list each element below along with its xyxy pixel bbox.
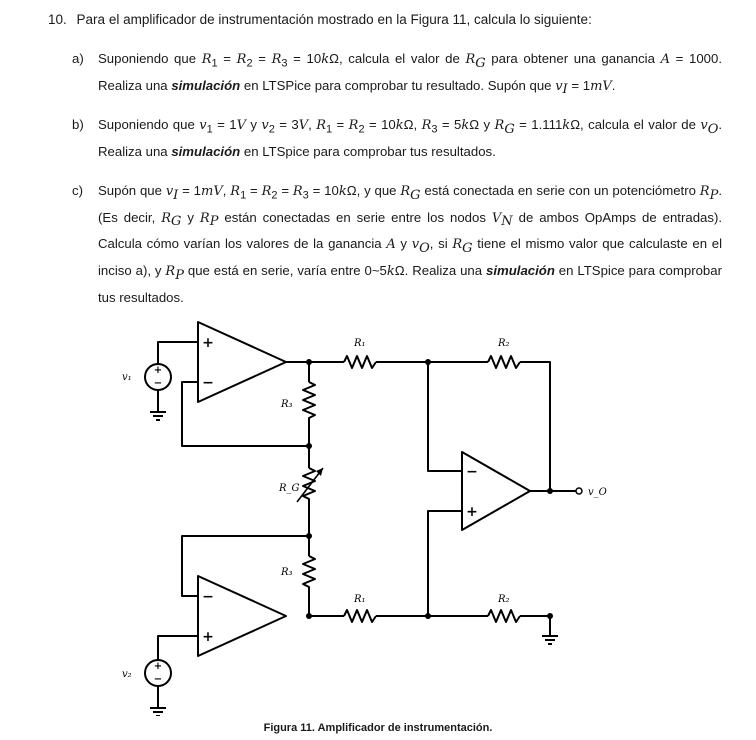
resistor-r3-bottom bbox=[303, 556, 315, 591]
question-intro: Para el amplificador de instrumentación mostrado en la Figura 11, calcula lo siguiente: bbox=[76, 12, 592, 27]
resistor-r1-top bbox=[344, 356, 376, 368]
resistor-r2-top bbox=[488, 356, 520, 368]
label-r3-bottom: R₃ bbox=[281, 567, 293, 578]
opamp-output-minus: − bbox=[466, 464, 478, 480]
item-c-label: c) bbox=[72, 183, 83, 198]
label-r1-bottom: R₁ bbox=[354, 594, 366, 605]
resistor-r3-top bbox=[303, 382, 315, 426]
opamp-top-plus: + bbox=[202, 335, 214, 351]
item-a bbox=[72, 48, 722, 101]
item-a-text: Suponiendo que $R_1 = R_2 = R_3 = 10k\Omega$, calcula el valor de $R_G$ para obtener una ganancia A = 1000. Realiza una simulación en LTSPice para comprobar tu resultado. Supón que $v_I = 1mV$. bbox=[98, 51, 722, 98]
output-terminal bbox=[576, 488, 582, 494]
opamp-top-minus: − bbox=[202, 375, 214, 391]
source-v1-minus: − bbox=[153, 378, 163, 389]
item-b bbox=[72, 114, 722, 162]
resistor-r1-bottom bbox=[344, 610, 376, 622]
label-v1: v₁ bbox=[122, 372, 132, 383]
opamp-bottom-plus: + bbox=[202, 629, 214, 645]
label-vo: v_O bbox=[588, 487, 607, 498]
label-v2: v₂ bbox=[122, 669, 132, 680]
figure-caption: Figura 11. Amplificador de instrumentación. bbox=[263, 722, 493, 734]
item-c bbox=[72, 180, 722, 308]
resistor-r2-bottom bbox=[488, 610, 520, 622]
label-r2-bottom: R₂ bbox=[498, 594, 510, 605]
source-v2-minus: − bbox=[153, 674, 163, 685]
opamp-bottom-minus: − bbox=[202, 589, 214, 605]
opamp-output-plus: + bbox=[466, 504, 478, 520]
item-a-label: a) bbox=[72, 51, 84, 66]
label-rg: R_G bbox=[279, 483, 300, 494]
instrumentation-amplifier-circuit bbox=[110, 316, 610, 716]
label-r2-top: R₂ bbox=[498, 338, 510, 349]
item-b-label: b) bbox=[72, 117, 84, 132]
question-header bbox=[48, 12, 592, 27]
label-r1-top: R₁ bbox=[354, 338, 366, 349]
item-c-text: Supón que $v_I = 1mV$, $R_1 = R_2 = R_3 = 10k\Omega$, y que $R_G$ está conectada en serie con un potenciómetro $R_P$. (Es decir, $R_G$ y $R_P$ están conectadas en serie entre los nodos $V_N$ de ambos OpAmps de entradas). Calcula cómo varían los valores de la ganancia A y $v_O$, si $R_G$ tiene el mismo valor que calculaste en el inciso a), y $R_P$ que está en serie, varía entre 0~5kΩ. Realiza una simulación en LTSpice para comprobar tus resultados. bbox=[98, 183, 723, 305]
label-r3-top: R₃ bbox=[281, 399, 293, 410]
junction-dots bbox=[306, 359, 553, 619]
item-b-text: Suponiendo que $v_1 = 1V$ y $v_2 = 3V$, $R_1 = R_2 = 10k\Omega$, $R_3 = 5k\Omega$ y $R_G = 1.111k\Omega$, calcula el valor de $v_O$. Realiza una simulación en LTSpice para comprobar tus resultados. bbox=[98, 117, 723, 159]
source-v1-plus: + bbox=[153, 365, 163, 376]
question-number: 10. bbox=[48, 12, 67, 27]
source-v2-plus: + bbox=[153, 661, 163, 672]
